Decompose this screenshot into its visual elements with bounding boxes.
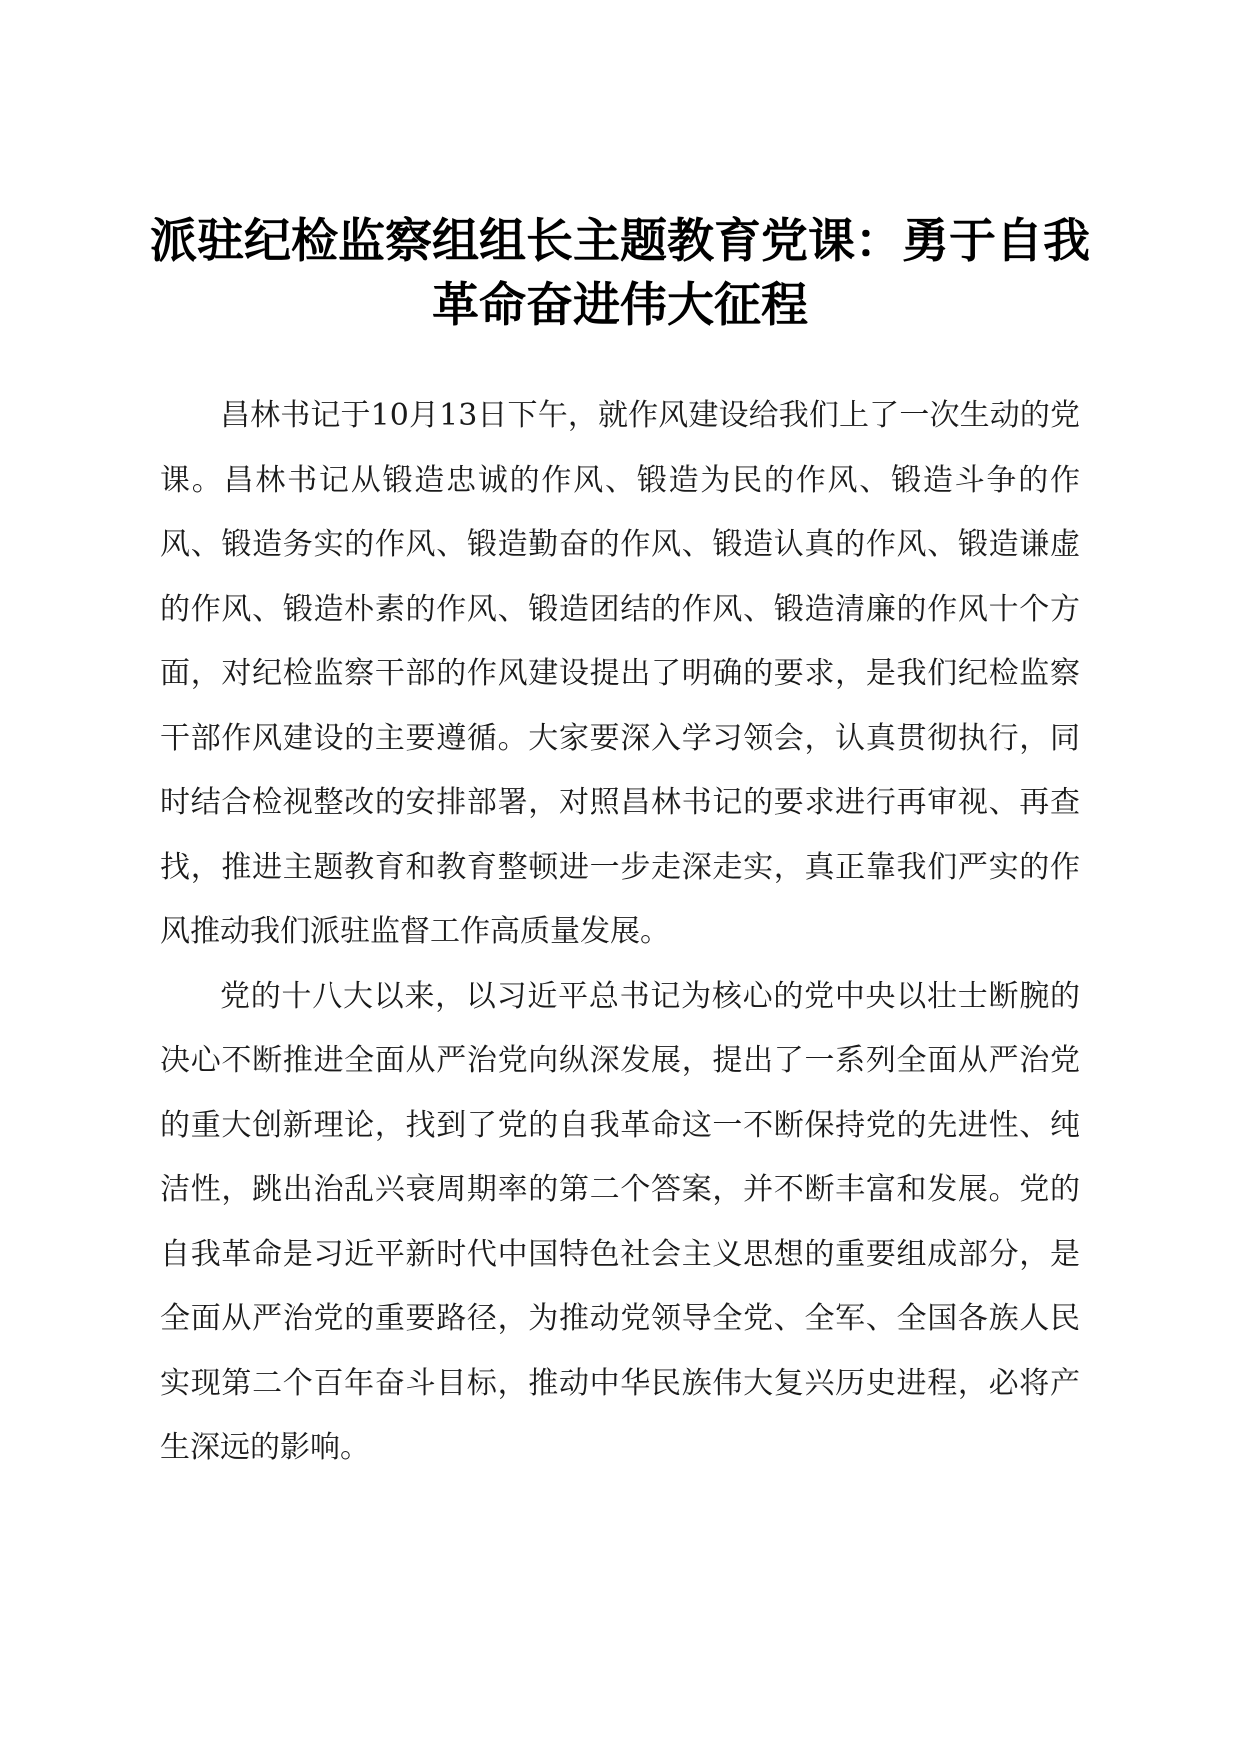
paragraph-1: 昌林书记于10月13日下午，就作风建设给我们上了一次生动的党课。昌林书记从锻造忠诚的作风、锻造为民的作风、锻造斗争的作风、锻造务实的作风、锻造勤奋的作风、锻造认真的作风、锻造谦虚的作风、锻造朴素的作风、锻造团结的作风、锻造清廉的作风十个方面，对纪检监察干部的作风建设提出了明确的要求，是我们纪检监察干部作风建设的主要遵循。大家要深入学习领会，认真贯彻执行，同时结合检视整改的安排部署，对照昌林书记的要求进行再审视、再查找，推进主题教育和教育整顿进一步走深走实，真正靠我们严实的作风推动我们派驻监督工作高质量发展。 xyxy=(160,398,1080,949)
document-body xyxy=(160,384,1080,1481)
title-line-1: 派驻纪检监察组组长主题教育党课：勇于自我 xyxy=(150,214,1090,269)
document-title xyxy=(140,210,1100,338)
title-line-2: 革命奋进伟大征程 xyxy=(432,278,808,333)
paragraph-2: 党的十八大以来，以习近平总书记为核心的党中央以壮士断腕的决心不断推进全面从严治党向纵深发展，提出了一系列全面从严治党的重大创新理论，找到了党的自我革命这一不断保持党的先进性、纯洁性，跳出治乱兴衰周期率的第二个答案，并不断丰富和发展。党的自我革命是习近平新时代中国特色社会主义思想的重要组成部分，是全面从严治党的重要路径，为推动党领导全党、全军、全国各族人民实现第二个百年奋斗目标，推动中华民族伟大复兴历史进程，必将产生深远的影响。 xyxy=(160,978,1080,1465)
